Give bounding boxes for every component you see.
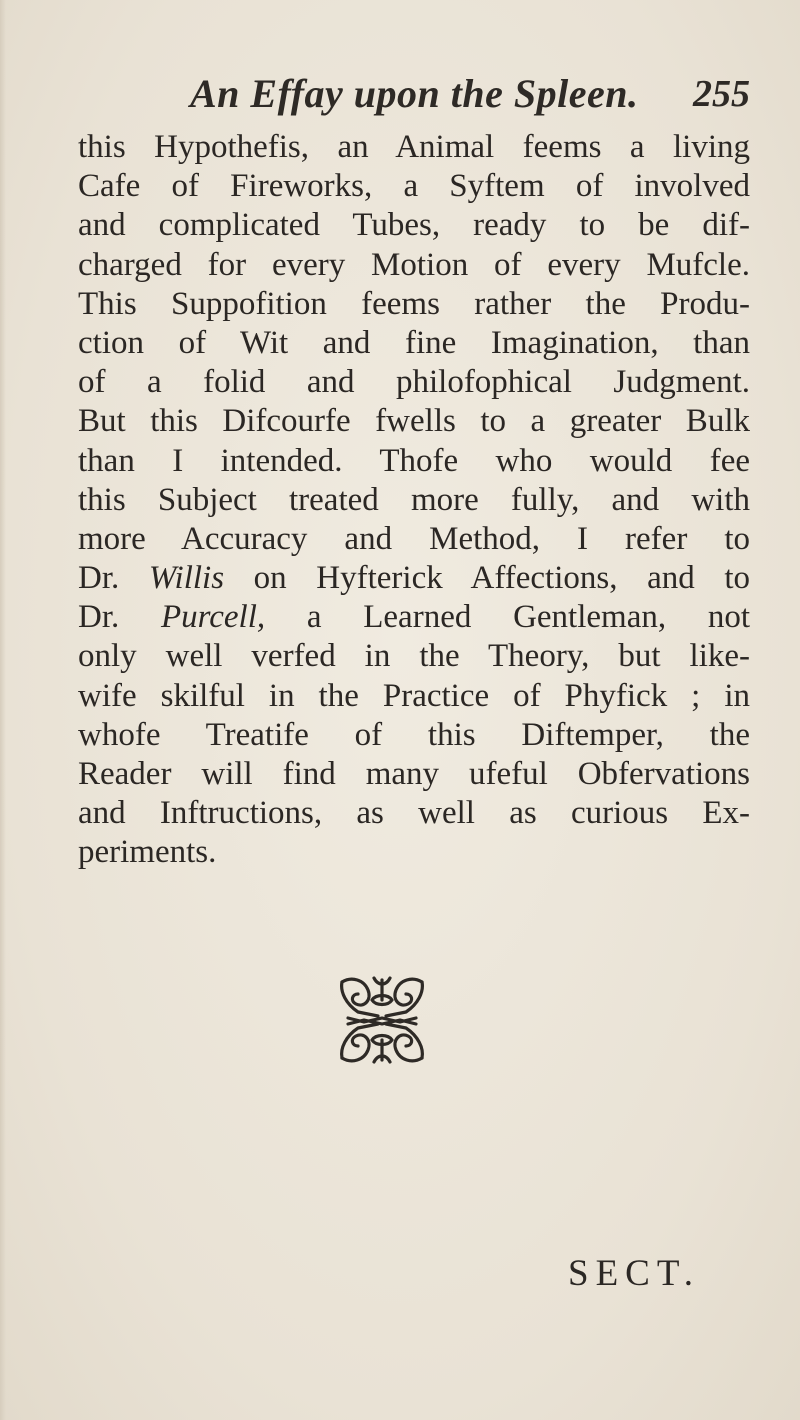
text-line: Cafe of Fireworks, a Syftem of involved: [78, 168, 750, 205]
text-line: charged for every Motion of every Mufcle.: [78, 246, 750, 283]
text-fragment: Dr.: [78, 560, 149, 597]
running-title: An Effay upon the Spleen.: [190, 71, 639, 116]
page-number: 255: [693, 73, 750, 115]
italic-name-willis: Willis: [148, 560, 225, 597]
text-line-with-italic: [78, 559, 750, 598]
fleuron-ornament-icon: [334, 972, 430, 1068]
text-line-last: periments.: [78, 834, 217, 871]
text-line: this Subject treated more fully, and with: [78, 481, 750, 518]
text-line: wife skilful in the Practice of Phyfick ; in: [78, 677, 750, 714]
text-line: and Inftructions, as well as curious Ex-: [78, 795, 750, 832]
page-gutter-shadow: [0, 0, 6, 1420]
text-line: Reader will find many ufeful Obfervations: [78, 756, 750, 792]
text-line: whofe Treatife of this Diftemper, the: [78, 716, 750, 753]
text-line-with-italic: [78, 598, 750, 637]
text-line: ction of Wit and fine Imagination, than: [78, 324, 750, 361]
text-fragment: a Learned Gentleman, not: [265, 599, 750, 636]
text-fragment: on Hyfterick Affections, and to: [224, 560, 751, 597]
text-line: and complicated Tubes, ready to be dif-: [78, 207, 750, 244]
text-line: of a folid and philofophical Judgment.: [78, 364, 750, 401]
text-line: than I intended. Thofe who would fee: [78, 442, 750, 479]
text-line: This Suppofition feems rather the Produ-: [78, 285, 750, 322]
text-line: more Accuracy and Method, I refer to: [78, 520, 750, 557]
text-line: this Hypothefis, an Animal feems a living: [78, 129, 750, 165]
body-text: [78, 128, 750, 873]
catchword: SECT.: [568, 1253, 700, 1294]
text-line: only well verfed in the Theory, but like-: [78, 638, 750, 675]
italic-name-purcell: Purcell,: [160, 599, 266, 636]
text-fragment: Dr.: [78, 599, 161, 636]
running-head: [190, 70, 750, 120]
text-line: But this Difcourfe fwells to a greater Bulk: [78, 403, 750, 440]
